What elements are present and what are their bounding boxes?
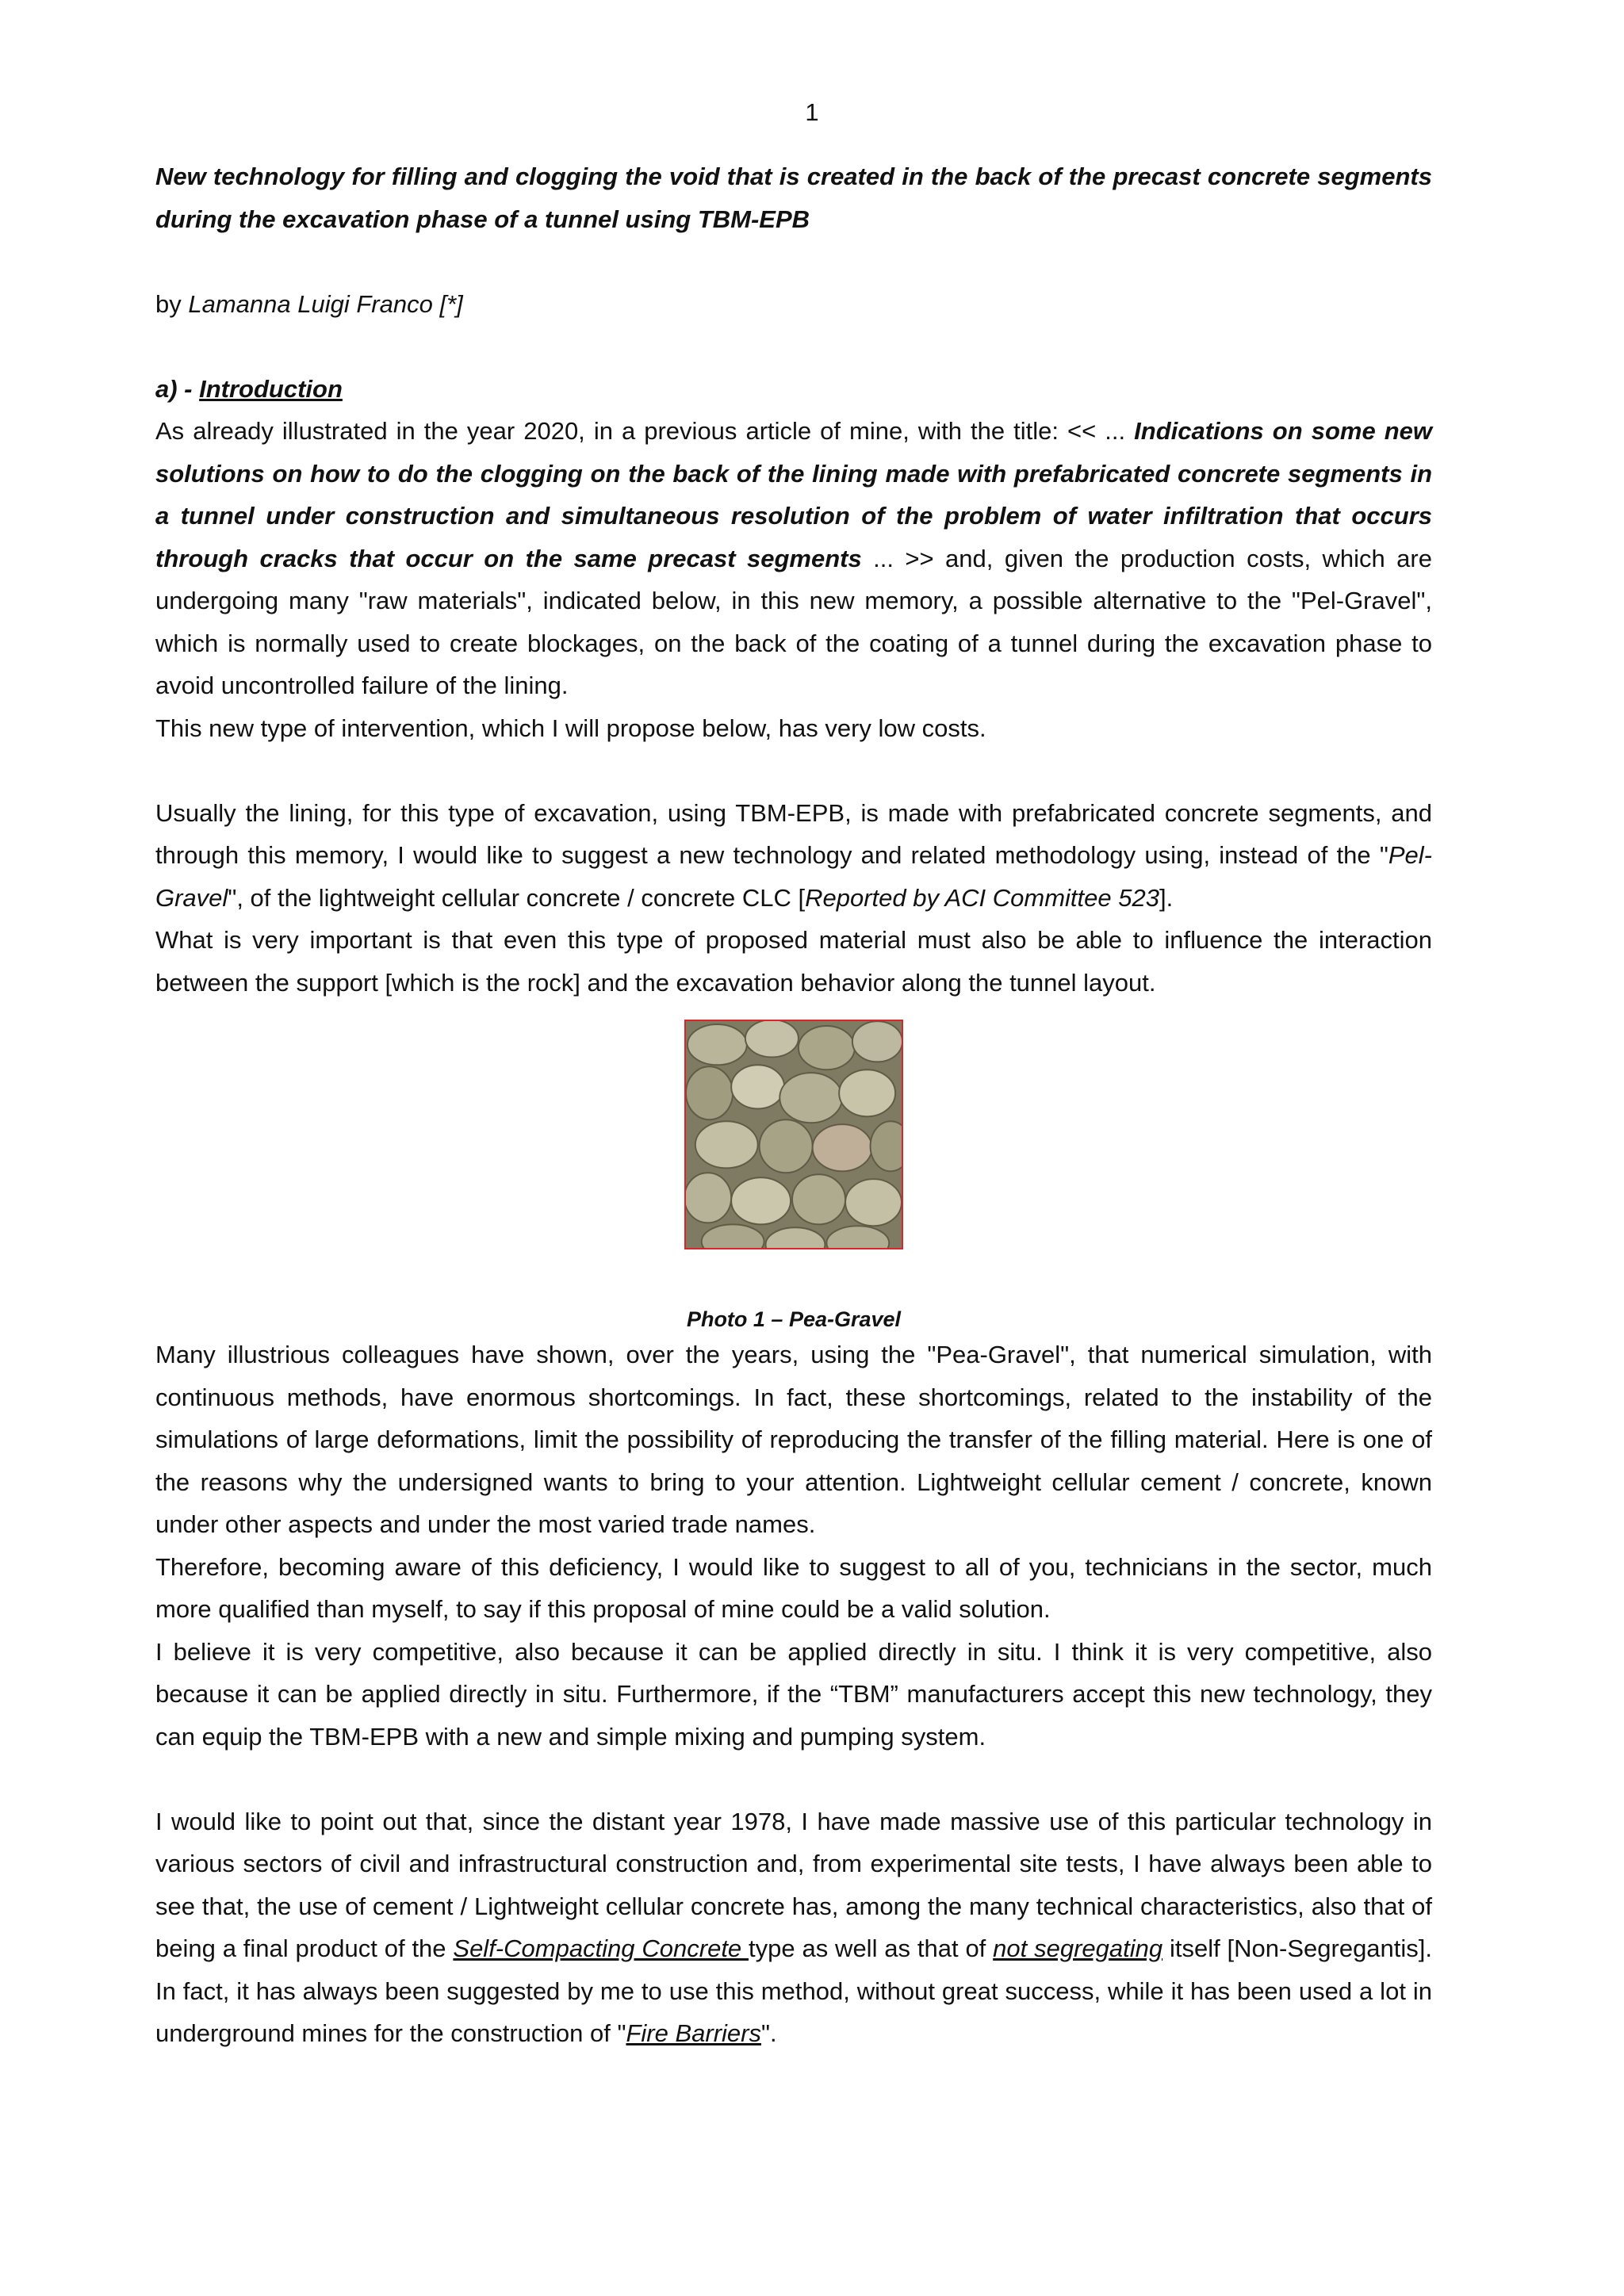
paragraph-4: What is very important is that even this type of proposed material must also be able to influence the interaction between the support [which is the rock] and the excavation behavior along the tunnel layout. <box>155 926 1432 997</box>
paragraph-3 <box>155 792 1432 920</box>
paragraph-5: Many illustrious colleagues have shown, over the years, using the "Pea-Gravel", that numerical simulation, with continuous methods, have enormous shortcomings. In fact, these shortcomings, related to the instability of the simulations of large deformations, limit the possibility of reproducing the transfer of the filling material. Here is one of the reasons why the undersigned wants to bring to your attention. Lightweight cellular cement / concrete, known under other aspects and under the most varied trade names. <box>155 1341 1432 1538</box>
aci-reference: Reported by ACI Committee 523 <box>805 883 1159 912</box>
paragraph-1-text-b: ... >> and, given the production costs, which are undergoing many "raw materials", indicated below, in this new memory, a possible alternative to the "Pel-Gravel", which is normally used to create blockages, on the back of the coating of a tunnel during the excavation phase to avoid uncontrolled failure of the lining. <box>155 544 1432 699</box>
page-number: 1 <box>805 98 819 126</box>
author-name: Lamanna Luigi Franco [*] <box>188 289 463 318</box>
self-compacting-concrete-link: Self-Compacting Concrete <box>453 1934 749 1962</box>
pea-gravel-photo <box>684 1020 903 1249</box>
section-title: Introduction <box>199 374 343 403</box>
paragraph-3-text-b: ", of the lightweight cellular concrete / concrete CLC [ <box>228 883 806 912</box>
figure-caption: Photo 1 – Pea-Gravel <box>686 1307 902 1331</box>
section-heading-introduction <box>155 368 1432 411</box>
paragraph-1-text-a: As already illustrated in the year 2020, in a previous article of mine, with the title: << ... <box>155 417 1135 445</box>
document-title: New technology for filling and clogging the void that is created in the back of the precast concrete segments during the excavation phase of a tunnel using TBM-EPB <box>155 163 1432 233</box>
paragraph-3-text-c: ]. <box>1159 883 1174 912</box>
paragraph-1 <box>155 410 1432 707</box>
paragraph-2: This new type of intervention, which I will propose below, has very low costs. <box>155 714 986 742</box>
paragraph-8-text-c: itself [Non-Segregantis]. In fact, it has always been suggested by me to use this method, without great success, while it has been used a lot in underground mines for the construction of " <box>155 1934 1433 2047</box>
paragraph-8 <box>155 1800 1432 2055</box>
paragraph-8-text-a: I would like to point out that, since the distant year 1978, I have made massive use of this particular technology in various sectors of civil and infrastructural construction and, from experimental site tests, I have always been able to see that, the use of cement / Lightweight cellular concrete has, among the many technical characteristics, also that of being a final product of the <box>155 1807 1432 1962</box>
quoted-article-title: Indications on some new solutions on how to do the clogging on the back of the lining made with prefabricated concrete segments in a tunnel under construction and simultaneous resolution of the problem of water infiltration that occurs through cracks that occur on the same precast segments <box>155 417 1433 572</box>
section-label: a) - <box>155 374 200 403</box>
paragraph-8-text-b: type as well as that of <box>749 1934 994 1962</box>
author-line <box>155 283 1432 326</box>
paragraph-7: I believe it is very competitive, also because it can be applied directly in situ. I think it is very competitive, also because it can be applied directly in situ. Furthermore, if the “TBM” manufacturers accept this new technology, they can equip the TBM-EPB with a new and simple mixing and pumping system. <box>155 1637 1432 1751</box>
document-body <box>155 155 1432 2055</box>
paragraph-8-text-d: ". <box>760 2019 777 2047</box>
author-prefix: by <box>155 289 182 318</box>
not-segregating-term: not segregating <box>993 1934 1163 1962</box>
figure-photo-1 <box>155 1020 1432 1334</box>
paragraph-6: Therefore, becoming aware of this deficiency, I would like to suggest to all of you, technicians in the sector, much more qualified than myself, to say if this proposal of mine could be a valid solution. <box>155 1552 1432 1623</box>
pel-gravel-term: Pel-Gravel <box>155 841 1432 912</box>
paragraph-3-text-a: Usually the lining, for this type of excavation, using TBM-EPB, is made with prefabricated concrete segments, and through this memory, I would like to suggest a new technology and related methodology using, instead of the " <box>155 798 1432 869</box>
fire-barriers-term: Fire Barriers <box>626 2019 761 2047</box>
